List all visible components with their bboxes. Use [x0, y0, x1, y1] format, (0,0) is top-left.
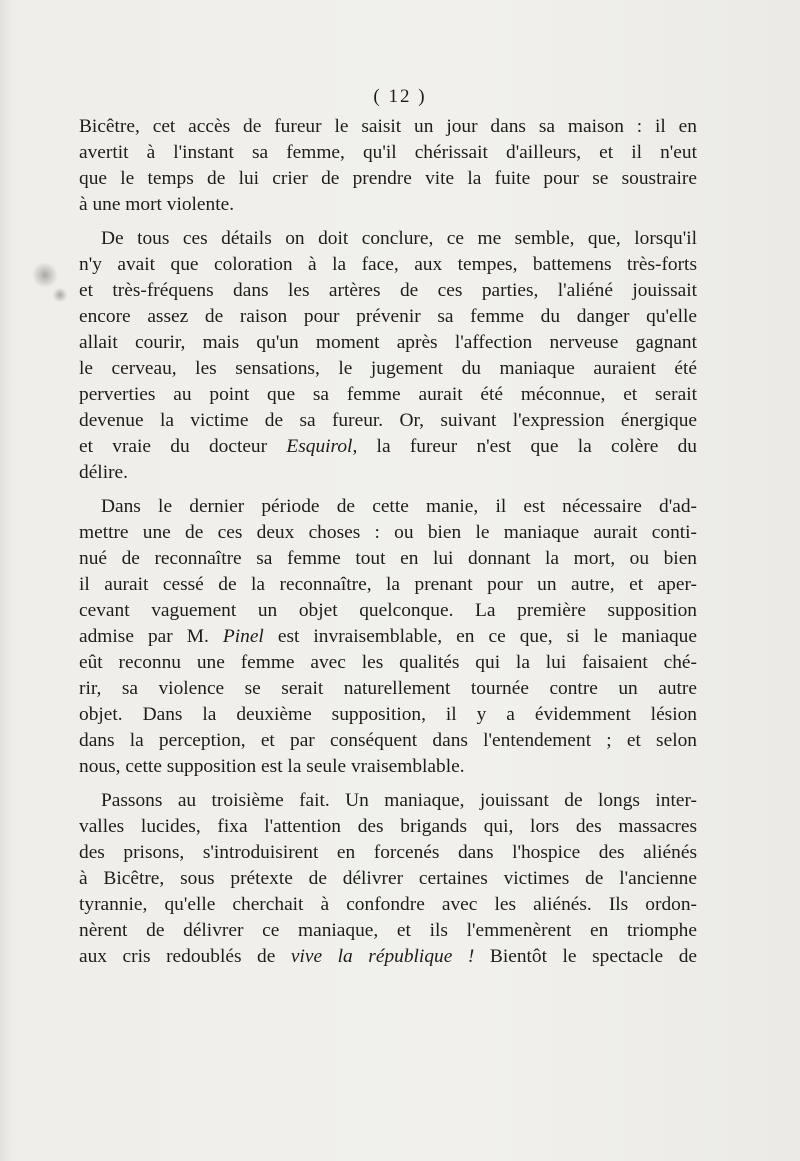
text-line: rir, sa violence se serait naturellement tournée contre un autre — [79, 678, 697, 699]
text-line: De tous ces détails on doit conclure, ce me semble, que, lorsqu'il — [101, 228, 697, 249]
text-line: eût reconnu une femme avec les qualités qui la lui faisaient ché- — [79, 652, 697, 673]
text-line: délire. — [79, 462, 128, 483]
text-line: Passons au troisième fait. Un maniaque, jouissant de longs inter- — [101, 790, 697, 811]
text-line: cevant vaguement un objet quelconque. La première supposition — [79, 600, 697, 621]
text-line: il aurait cessé de la reconnaître, la prenant pour un autre, et aper- — [79, 574, 697, 595]
text-line: allait courir, mais qu'un moment après l'affection nerveuse gagnant — [79, 332, 697, 353]
paragraph-1 — [79, 114, 697, 218]
text-line: Bicêtre, cet accès de fureur le saisit un jour dans sa maison : il en — [79, 116, 697, 137]
text-line: des prisons, s'introduisirent en forcenés dans l'hospice des aliénés — [79, 842, 697, 863]
paragraph-4 — [79, 788, 697, 970]
text-line: nèrent de délivrer ce maniaque, et ils l'emmenèrent en triomphe — [79, 920, 697, 941]
text-line: encore assez de raison pour prévenir sa femme du danger qu'elle — [79, 306, 697, 327]
text-line: perverties au point que sa femme aurait été méconnue, et serait — [79, 384, 697, 405]
paragraph-3 — [79, 494, 697, 780]
text-line: Dans le dernier période de cette manie, il est nécessaire d'ad- — [101, 496, 697, 517]
text-line-pinel: admise par M. Pinel est invraisemblable, en ce que, si le maniaque — [79, 626, 697, 647]
text-line: mettre une de ces deux choses : ou bien le maniaque aurait conti- — [79, 522, 697, 543]
text-line-esquirol: et vraie du docteur Esquirol, la fureur n'est que la colère du — [79, 436, 697, 457]
text-line: que le temps de lui crier de prendre vite la fuite pour se soustraire — [79, 168, 697, 189]
italic-name: vive la république ! — [290, 946, 475, 967]
text-line-vive: aux cris redoublés de vive la république ! Bientôt le spectacle de — [79, 946, 698, 967]
text-line: valles lucides, fixa l'attention des brigands qui, lors des massacres — [79, 816, 697, 837]
text-line: n'y avait que coloration à la face, aux tempes, battemens très-forts — [79, 254, 697, 275]
text-line: tyrannie, qu'elle cherchait à confondre avec les aliénés. Ils ordon- — [79, 894, 697, 915]
ink-smudge — [52, 288, 68, 302]
text-line: à une mort violente. — [79, 194, 235, 215]
text-line: objet. Dans la deuxième supposition, il y a évidemment lésion — [79, 704, 697, 725]
body-text — [79, 114, 697, 970]
text-line: avertit à l'instant sa femme, qu'il chérissait d'ailleurs, et il n'eut — [79, 142, 697, 163]
text-line: devenue la victime de sa fureur. Or, suivant l'expression énergique — [79, 410, 697, 431]
text-line: le cerveau, les sensations, le jugement du maniaque auraient été — [79, 358, 697, 379]
text-line: nous, cette supposition est la seule vraisemblable. — [79, 756, 465, 777]
ink-smudge — [32, 262, 58, 288]
text-line: et très-fréquens dans les artères de ces parties, l'aliéné jouissait — [79, 280, 697, 301]
italic-name: Esquirol — [286, 436, 353, 457]
text-line: nué de reconnaître sa femme tout en lui donnant la mort, ou bien — [79, 548, 697, 569]
page-number: ( 12 ) — [373, 86, 427, 107]
italic-name: Pinel — [222, 626, 264, 647]
text-line: à Bicêtre, sous prétexte de délivrer certaines victimes de l'ancienne — [79, 868, 697, 889]
text-line: dans la perception, et par conséquent dans l'entendement ; et selon — [79, 730, 697, 751]
paragraph-2 — [79, 226, 697, 486]
